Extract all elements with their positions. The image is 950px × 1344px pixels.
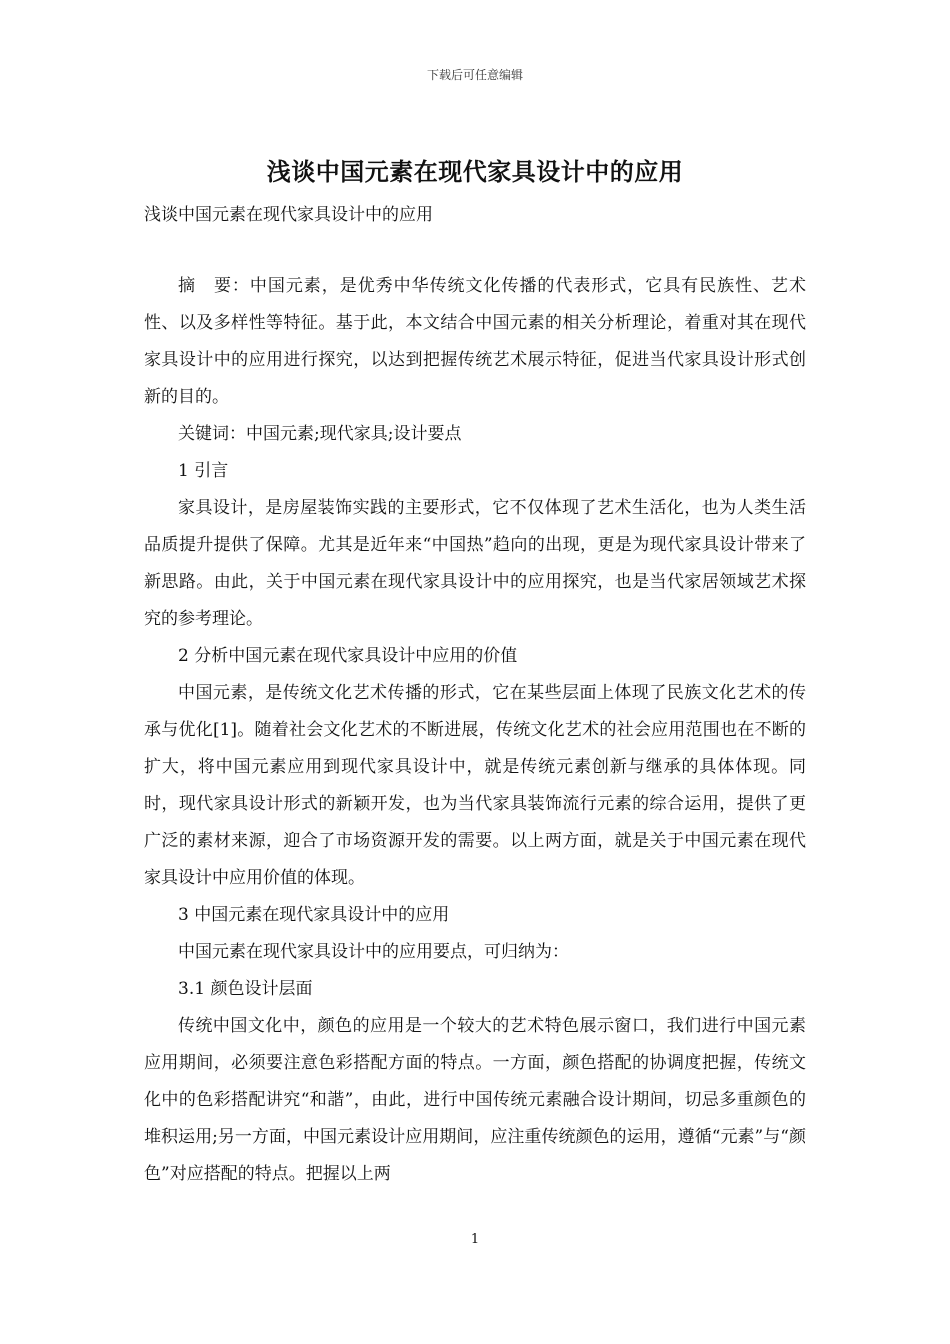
document-title: 浅谈中国元素在现代家具设计中的应用 <box>266 157 684 186</box>
section-heading-application: 3 中国元素在现代家具设计中的应用 <box>178 905 450 925</box>
page-header-note: 下载后可任意编辑 <box>426 68 523 82</box>
document-body <box>144 268 806 1193</box>
page-number: 1 <box>470 1232 480 1247</box>
application-intro-paragraph: 中国元素在现代家具设计中的应用要点，可归纳为： <box>178 942 569 962</box>
subsection-heading-color: 3.1 颜色设计层面 <box>178 979 313 999</box>
document-subtitle: 浅谈中国元素在现代家具设计中的应用 <box>144 205 433 225</box>
keywords-line: 关键词：中国元素;现代家具;设计要点 <box>178 424 462 444</box>
section-heading-value: 2 分析中国元素在现代家具设计中应用的价值 <box>178 646 518 666</box>
color-paragraph: 传统中国文化中，颜色的应用是一个较大的艺术特色展示窗口，我们进行中国元素应用期间，必须要注意色彩搭配方面的特点。一方面，颜色搭配的协调度把握，传统文化中的色彩搭配讲究“和諧”，由此，进行中国传统元素融合设计期间，切忌多重颜色的堆积运用;另一方面，中国元素设计应用期间，应注重传统颜色的运用，遵循“元素”与“颜色”对应搭配的特点。把握以上两 <box>144 1016 806 1184</box>
introduction-paragraph: 家具设计，是房屋装饰实践的主要形式，它不仅体现了艺术生活化，也为人类生活品质提升提供了保障。尤其是近年来“中国热”趋向的出现，更是为现代家具设计带来了新思路。由此，关于中国元素在现代家具设计中的应用探究，也是当代家居领域艺术探究的参考理论。 <box>144 498 806 629</box>
section-heading-introduction: 1 引言 <box>178 461 229 481</box>
value-paragraph: 中国元素，是传统文化艺术传播的形式，它在某些层面上体现了民族文化艺术的传承与优化[1]。随着社会文化艺术的不断进展，传统文化艺术的社会应用范围也在不断的扩大，将中国元素应用到现代家具设计中，就是传统元素创新与继承的具体体现。同时，现代家具设计形式的新颖开发，也为当代家具装饰流行元素的综合运用，提供了更广泛的素材来源，迎合了市场资源开发的需要。以上两方面，就是关于中国元素在现代家具设计中应用价值的体现。 <box>144 683 806 888</box>
abstract-paragraph: 摘 要：中国元素，是优秀中华传统文化传播的代表形式，它具有民族性、艺术性、以及多样性等特征。基于此，本文结合中国元素的相关分析理论，着重对其在现代家具设计中的应用进行探究，以达到把握传统艺术展示特征，促进当代家具设计形式创新的目的。 <box>144 276 806 407</box>
